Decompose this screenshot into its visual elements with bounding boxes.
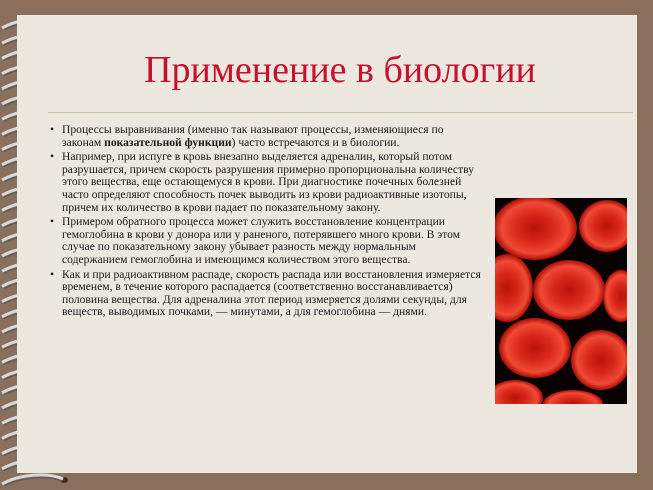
title-divider [48,112,633,113]
bullet-item [62,269,482,319]
red-blood-cells-photo [495,198,627,404]
bullet-list [46,124,482,319]
bullet-item [62,124,482,149]
bullet-text: Примером обратного процесса может служить восстановление концентрации гемоглобина в крови у донора или у раненого, потерявшего много крови. В этом случае по показательному закону убывает разность между нормальным содержанием гемоглобина и имеющимся количеством этого вещества. [62,215,461,266]
slide-body [46,124,482,321]
bullet-item [62,216,482,266]
bullet-text: Процессы выравнивания (именно так называют процессы, изменяющиеся по законам [62,123,444,149]
bullet-bold-text: показательной функции [104,135,232,149]
slide-title: Применение в биологии [144,49,536,91]
bullet-item [62,151,482,214]
bullet-text: Например, при испуге в кровь внезапно выделяется адреналин, который потом разрушается, причем скорость разрушения примерно пропорциональна количеству этого вещества, еще остающемуся в крови. При диагностике почечных болезней часто определяют способность почек выводить из крови радиоактивные изотопы, причем их количество в крови падает по показательному закону. [62,150,475,214]
bullet-text: ) часто встречаются и в биологии. [231,135,400,149]
bullet-text: Как и при радиоактивном распаде, скорость распада или восстановления измеряется временем, в течение которого распадается (соответственно восстанавливается) половина вещества. Для адреналина этот период измеряется долями секунды, для веществ, выводимых почками, — минутами, а для гемоглобина — днями. [62,267,481,319]
